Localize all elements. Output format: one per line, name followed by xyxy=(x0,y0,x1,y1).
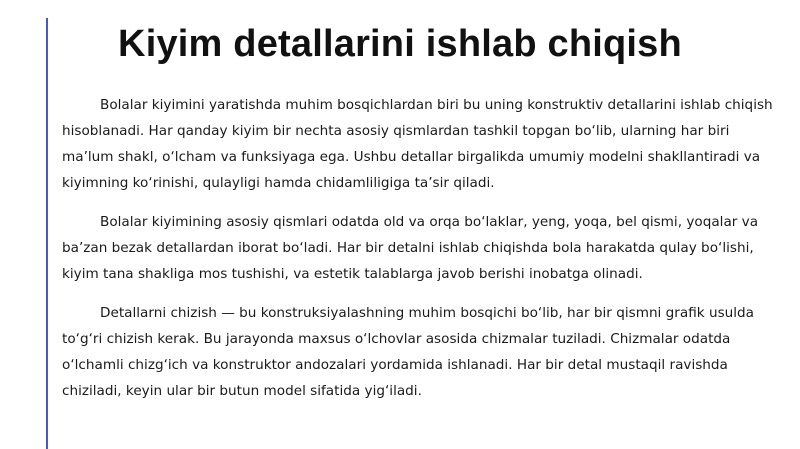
paragraph-3: Detallarni chizish — bu konstruksiyalashning muhim bosqichi bo‘lib, har bir qismni grafik usulda to‘g‘ri chizish kerak. Bu jarayonda maxsus o‘lchovlar asosida chizmalar tuziladi. Chizmalar odatda o‘lchamli chizg‘ich va konstruktor andozalari yordamida ishlanadi. Har bir detal mustaqil ravishda chiziladi, keyin ular bir butun model sifatida yig‘iladi. xyxy=(62,305,755,399)
margin-rule xyxy=(46,18,48,449)
paragraph-1: Bolalar kiyimini yaratishda muhim bosqichlardan biri bu uning konstruktiv detallarini ishlab chiqish hisoblanadi. Har qanday kiyim bir nechta asosiy qismlardan tashkil topgan bo‘lib, ularning har biri ma’lum shakl, o‘lcham va funksiyaga ega. Ushbu detallar birgalikda umumiy modelni shakllantiradi va kiyimning ko‘rinishi, qulayligi hamda chidamliligiga ta’sir qiladi. xyxy=(62,97,773,191)
page-title: Kiyim detallarini ishlab chiqish xyxy=(118,23,682,65)
document-body xyxy=(62,92,784,417)
paragraph-2: Bolalar kiyimining asosiy qismlari odatda old va orqa bo‘laklar, yeng, yoqa, bel qismi, yoqalar va ba’zan bezak detallardan iborat bo‘ladi. Har bir detalni ishlab chiqishda bola harakatda qulay bo‘lishi, kiyim tana shakliga mos tushishi, va estetik talablarga javob berishi inobatga olinadi. xyxy=(62,214,759,282)
